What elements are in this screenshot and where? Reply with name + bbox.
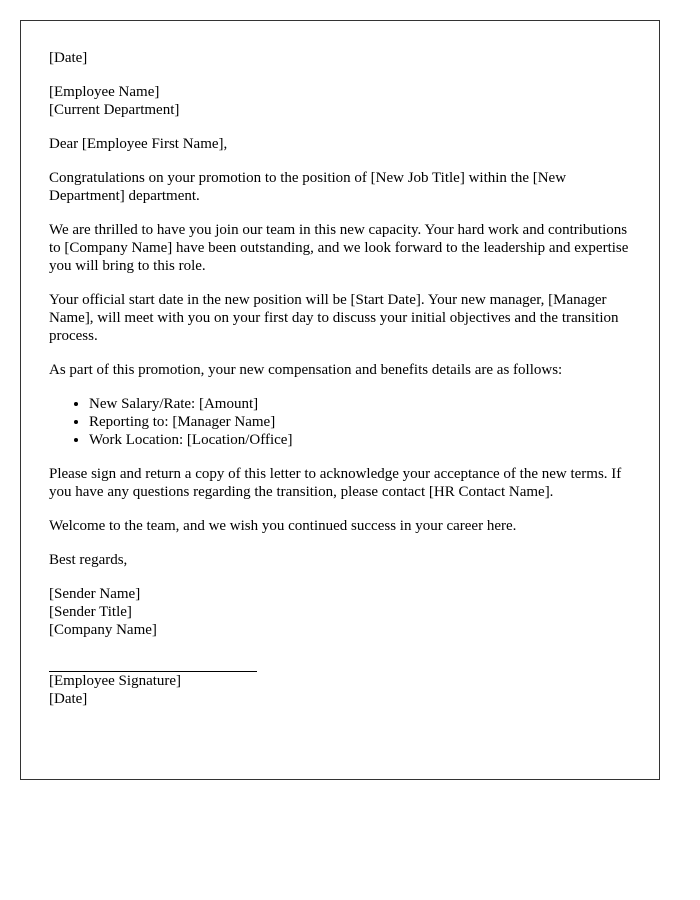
sign-off: Best regards, <box>49 552 128 568</box>
paragraph-congratulations: Congratulations on your promotion to the position of [New Job Title] within the [New Department] department. <box>49 170 567 204</box>
paragraph-start-date: Your official start date in the new position will be [Start Date]. Your new manager, [Manager Name], will meet with you on your first day to discuss your initial objectives and the transition process. <box>49 292 619 344</box>
recipient-name: [Employee Name] <box>49 84 160 100</box>
salutation: Dear [Employee First Name], <box>49 136 228 152</box>
sender-company: [Company Name] <box>49 622 157 638</box>
letter-date: [Date] <box>49 50 88 66</box>
sender-block <box>49 585 631 639</box>
sender-name: [Sender Name] <box>49 586 141 602</box>
sender-title: [Sender Title] <box>49 604 132 620</box>
recipient-department: [Current Department] <box>49 102 180 118</box>
employee-signature-label: [Employee Signature] <box>49 673 182 689</box>
recipient-block <box>49 83 631 119</box>
paragraph-closing-wish: Welcome to the team, and we wish you continued success in your career here. <box>49 518 517 534</box>
acknowledgment-block <box>49 672 631 708</box>
detail-location: • Work Location: [Location/Office] <box>89 431 631 449</box>
letter-page <box>20 20 660 780</box>
paragraph-welcome-team: We are thrilled to have you join our team in this new capacity. Your hard work and contributions to [Company Name] have been outstanding, and we look forward to the leadership and expertise you will bring to this role. <box>49 222 629 274</box>
acknowledgment-date-label: [Date] <box>49 691 88 707</box>
paragraph-sign-return: Please sign and return a copy of this letter to acknowledge your acceptance of the new terms. If you have any questions regarding the transition, please contact [HR Contact Name]. <box>49 466 622 500</box>
paragraph-compensation-intro: As part of this promotion, your new compensation and benefits details are as follows: <box>49 362 563 378</box>
letter-date-block <box>49 49 631 67</box>
compensation-details-list <box>49 395 631 449</box>
detail-reporting: • Reporting to: [Manager Name] <box>89 413 631 431</box>
detail-salary: • New Salary/Rate: [Amount] <box>89 395 631 413</box>
